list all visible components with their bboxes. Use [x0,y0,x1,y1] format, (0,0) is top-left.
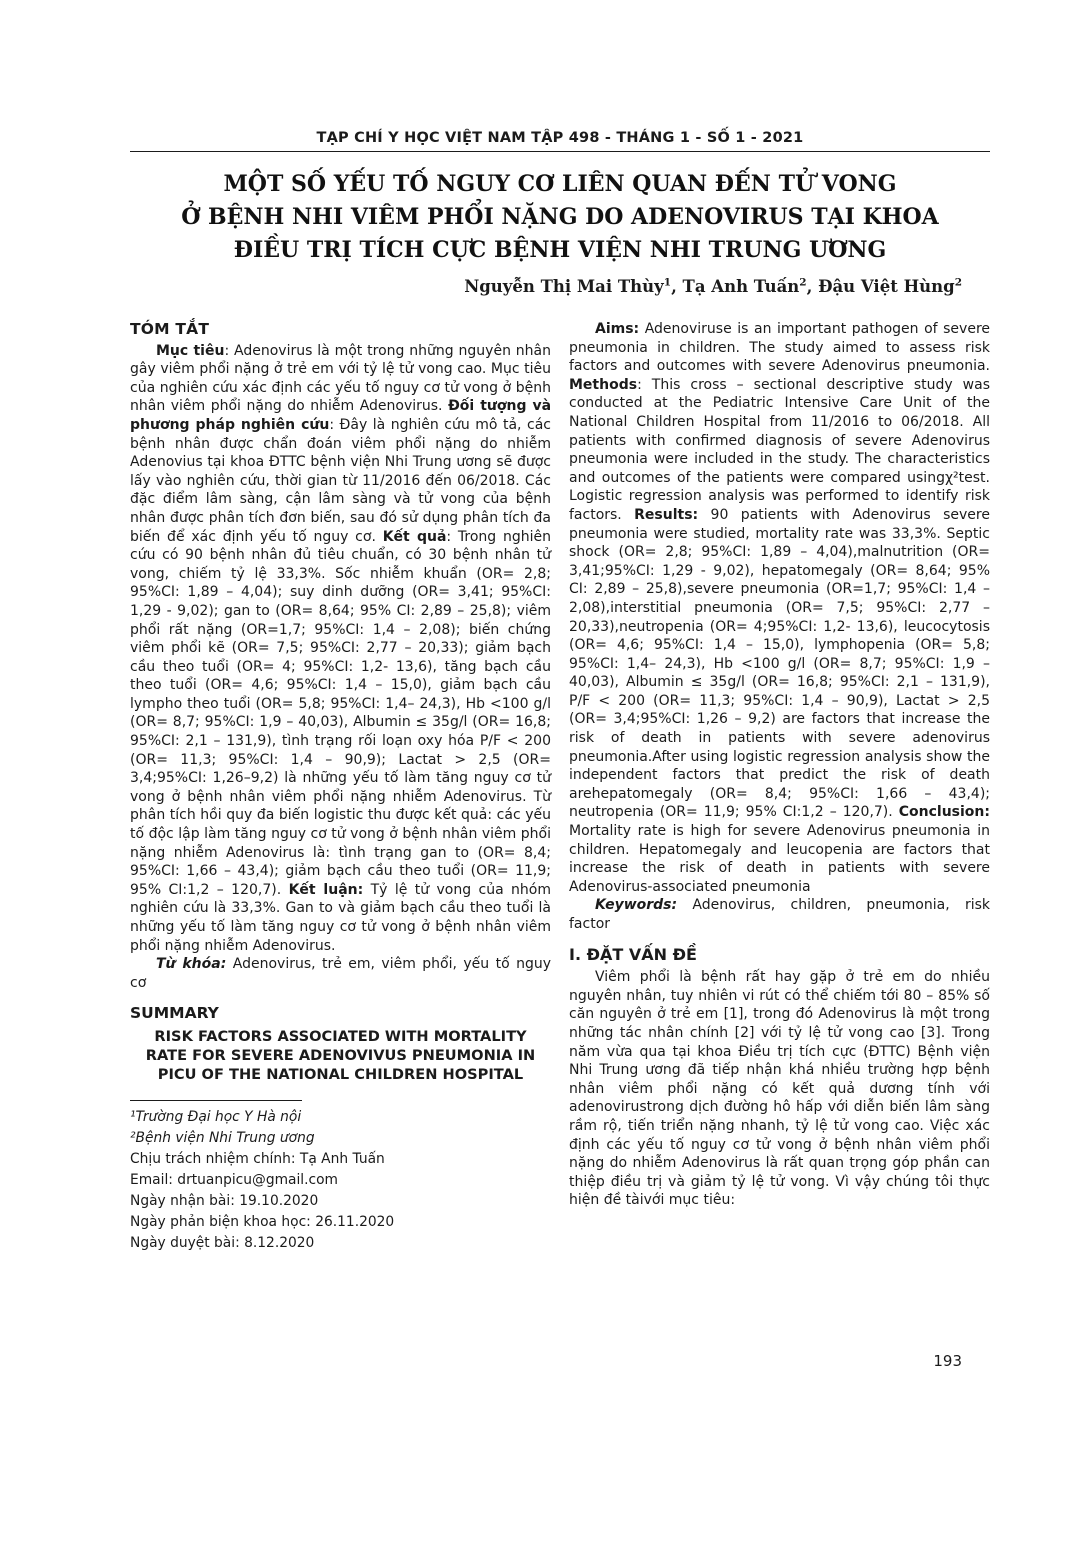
contact-email: Email: drtuanpicu@gmail.com [130,1171,338,1188]
header-divider [130,151,990,152]
footnote-block [130,1100,551,1254]
journal-header: TẠP CHÍ Y HỌC VIỆT NAM TẬP 498 - THÁNG 1 - SỐ 1 - 2021 [316,130,804,146]
article-body [130,320,990,1254]
authors-line: Nguyễn Thị Mai Thùy$^1$, Tạ Anh Tuấn$^2$, Đậu Việt Hùng$^2$ [464,276,962,296]
summary-english-title: RISK FACTORS ASSOCIATED WITH MORTALITY RATE FOR SEVERE ADENOVIVUS PNEUMONIA IN PICU OF THE NATIONAL CHILDREN HOSPITAL [145,1027,536,1083]
right-column [569,320,990,1254]
summary-heading: SUMMARY [130,1004,219,1023]
affiliation-2: ²Bệnh viện Nhi Trung ương [130,1129,315,1146]
date-reviewed: Ngày phản biện khoa học: 26.11.2020 [130,1213,395,1230]
left-column [130,320,551,1254]
date-accepted: Ngày duyệt bài: 8.12.2020 [130,1234,315,1251]
abstract-vi-heading: TÓM TẮT [130,320,210,338]
affiliation-1: ¹Trường Đại học Y Hà nội [130,1108,302,1125]
section-1-heading: I. ĐẶT VẤN ĐỀ [569,944,697,964]
abstract-en-paragraph: Aims: Adenoviruse is an important pathogen of severe pneumonia in children. The study aimed to assess risk factors and outcomes with severe Adenovirus pneumonia. Methods: This cross – sectional descriptive study was conducted at the Pediatric Intensive Care Unit of the National Children Hospital from 11/2016 to 06/2018. All patients with confirmed diagnosis of severe Adenovirus pneumonia were included in the study. The characteristics and outcomes of the patients were compared usingχ²test. Logistic regression analysis was performed to identify risk factors. Results: 90 patients with Adenovirus severe pneumonia were studied, mortality rate was 33,3%. Septic shock (OR= 2,8; 95%CI: 1,89 – 4,04),malnutrition (OR= 3,41;95%CI: 1,29 - 9,02), hepatomegaly (OR= 8,64; 95% CI: 2,89 – 25,8),severe pneumonia (OR=1,7; 95%CI: 1,4 – 2,08),interstitial pneumonia (OR= 7,5; 95%CI: 2,77 – 20,33),neutropenia (OR= 4;95%CI: 1,2- 13,6), leucocytosis (OR= 4,6; 95%CI: 1,4 – 15,0), lymphopenia (OR= 5,8; 95%CI: 1,4– 24,3), Hb <100 g/l (OR= 8,7; 95%CI: 1,9 – 40,03), Albumin ≤ 35g/l (OR= 16,8; 95%CI: 2,1 – 131,9), P/F < 200 (OR= 11,3; 95%CI: 1,4 – 90,9), Lactat > 2,5 (OR= 3,4;95%CI: 1,26 – 9,2) are factors that increase the risk of death in patients with severe adenovirus pneumonia.After using logistic regression analysis show the independent factors that predict the risk of death arehepatomegaly (OR= 8,4; 95%CI: 1,66 – 43,4); neutropenia (OR= 11,9; 95% CI:1,2 – 120,7). Conclusion: Mortality rate is high for severe Adenovirus pneumonia in children. Hepatomegaly and leucopenia are factors that increase the risk of death in patients with severe Adenovirus-associated pneumonia [569,321,990,895]
article-title-line-3: ĐIỀU TRỊ TÍCH CỰC BỆNH VIỆN NHI TRUNG ƯƠNG [233,237,887,263]
footnote-divider [130,1100,302,1101]
corresponding-author: Chịu trách nhiệm chính: Tạ Anh Tuấn [130,1150,385,1167]
introduction-paragraph: Viêm phổi là bệnh rất hay gặp ở trẻ em do nhiều nguyên nhân, tuy nhiên vi rút có thể chiếm tới 80 – 85% số căn nguyên ở trẻ em [1], trong đó Adenovirus là một trong những tác nhân chính [2] với tỷ lệ tử vong cao [3]. Trong năm vừa qua tại khoa Điều trị tích cực (ĐTTC) Bệnh viện Nhi Trung ương đã tiếp nhận khá nhiều trường hợp bệnh nhân viêm phổi nặng có kết quả dương tính với adenovirustrong dịch đường hô hấp với diễn biến lâm sàng rầm rộ, tiến triển nặng nhanh, tỷ lệ tử vong cao. Việc xác định các yếu tố nguy cơ tử vong ở bệnh nhân viêm phổi nặng do nhiễm Adenovirus là rất quan trọng góp phần can thiệp điều trị và giảm tỷ lệ tử vong. Vì vậy chúng tôi thực hiện đề tàivới mục tiêu: [569,969,990,1209]
date-received: Ngày nhận bài: 19.10.2020 [130,1192,319,1209]
page-number: 193 [933,1352,962,1370]
page-content [130,130,990,1254]
abstract-vi-paragraph: Mục tiêu: Adenovirus là một trong những nguyên nhân gây viêm phổi nặng ở trẻ em với tỷ lệ tử vong cao. Mục tiêu của nghiên cứu xác định các yếu tố nguy cơ tử vong ở bệnh nhân viêm phổi nặng do nhiễm Adenovirus. Đối tượng và phương pháp nghiên cứu: Đây là nghiên cứu mô tả, các bệnh nhân được chẩn đoán viêm phổi nặng do nhiễm Adenovius tại khoa ĐTTC bệnh viện Nhi Trung ương sẽ được lấy vào nghiên cứu, thời gian từ 11/2016 đến 06/2018. Các đặc điểm lâm sàng, cận lâm sàng và tử vong của bệnh nhân được phân tích đơn biến, sau đó sử dụng phân tích đa biến để xác định yếu tố nguy cơ. Kết quả: Trong nghiên cứu có 90 bệnh nhân đủ tiêu chuẩn, có 30 bệnh nhân tử vong, chiếm tỷ lệ 33,3%. Sốc nhiễm khuẩn (OR= 2,8; 95%CI: 1,89 – 4,04); suy dinh dưỡng (OR= 3,41; 95%CI: 1,29 - 9,02); gan to (OR= 8,64; 95% CI: 2,89 – 25,8); viêm phổi rất nặng (OR=1,7; 95%CI: 1,4 – 2,08); biến chứng viêm phổi kẽ (OR= 7,5; 95%CI: 2,77 – 20,33); giảm bạch cầu theo tuổi (OR= 4; 95%CI: 1,2- 13,6), tăng bạch cầu theo tuổi (OR= 4,6; 95%CI: 1,4 – 15,0), giảm bạch cầu lympho theo tuổi (OR= 5,8; 95%CI: 1,4– 24,3), Hb <100 g/l (OR= 8,7; 95%CI: 1,9 – 40,03), Albumin ≤ 35g/l (OR= 16,8; 95%CI: 2,1 – 131,9), tình trạng rối loạn oxy hóa P/F < 200 (OR= 11,3; 95%CI: 1,4 – 90,9); Lactat > 2,5 (OR= 3,4;95%CI: 1,26–9,2) là những yếu tố làm tăng nguy cơ tử vong ở bệnh nhân viêm phổi nặng nhiễm Adenovirus. Từ phân tích hồi quy đa biến logistic thu được kết quả: các yếu tố độc lập làm tăng nguy cơ tử vong ở bệnh nhân viêm phổi nặng nhiễm Adenovirus là: tình trạng gan to (OR= 8,4; 95%CI: 1,66 – 43,4); giảm bạch cầu theo tuổi (OR= 11,9; 95% CI:1,2 – 120,7). Kết luận: Tỷ lệ tử vong của nhóm nghiên cứu là 33,3%. Gan to và giảm bạch cầu theo tuổi là những yếu tố làm tăng nguy cơ tử vong ở bệnh nhân viêm phổi nặng nhiễm Adenovirus. [130,342,552,954]
article-title [130,168,990,267]
article-title-line-1: MỘT SỐ YẾU TỐ NGUY CƠ LIÊN QUAN ĐẾN TỬ VONG [223,171,897,197]
article-title-line-2: Ở BỆNH NHI VIÊM PHỔI NẶNG DO ADENOVIRUS TẠI KHOA [181,204,939,230]
keywords-vi: Từ khóa: Adenovirus, trẻ em, viêm phổi, yếu tố nguy cơ [130,956,551,991]
keywords-en: Keywords: Adenovirus, children, pneumonia, risk factor [569,897,990,932]
